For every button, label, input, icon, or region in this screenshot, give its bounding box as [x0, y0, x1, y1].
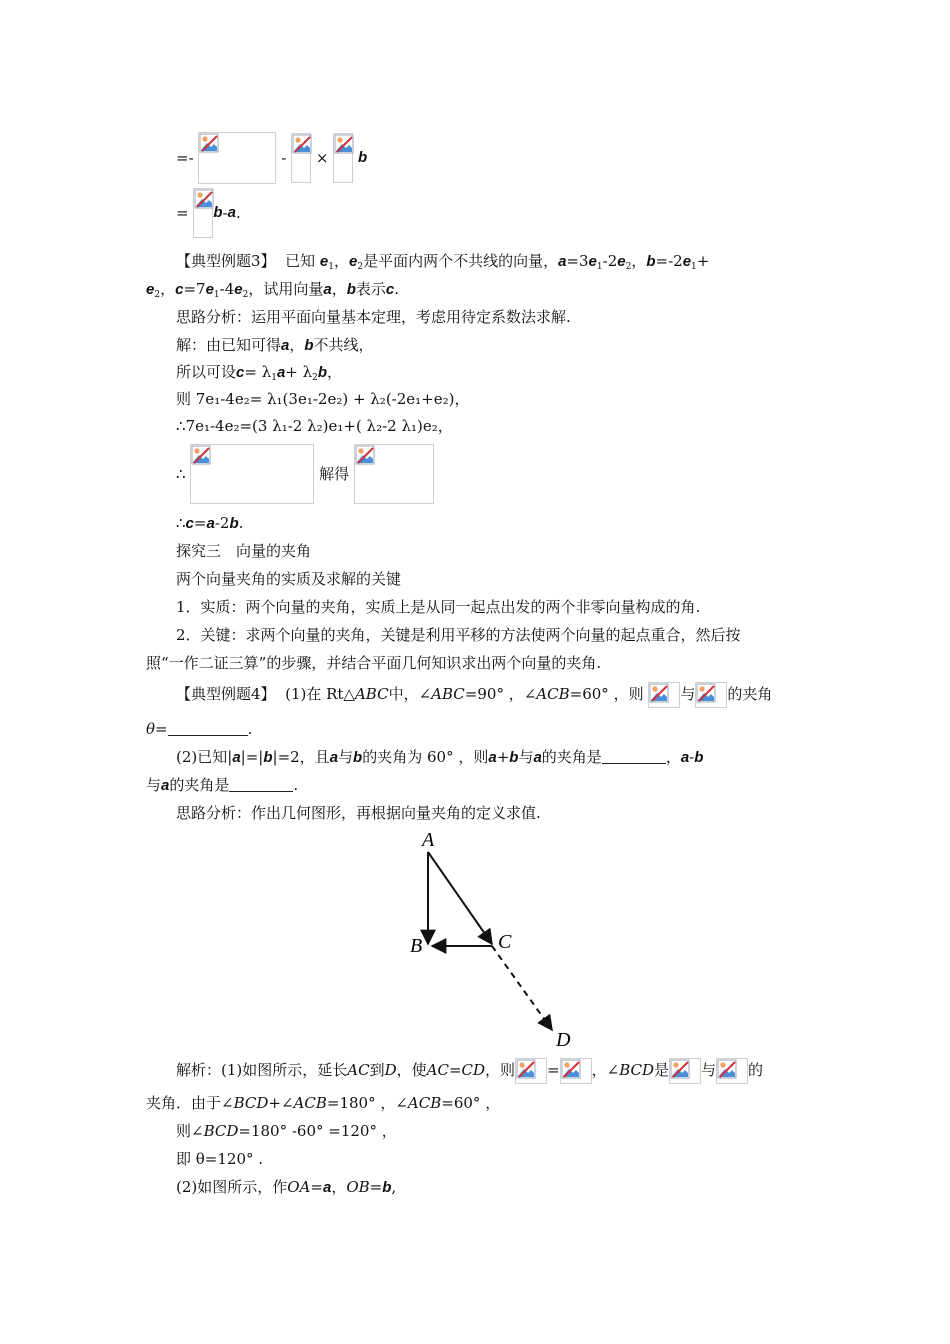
- text: +: [696, 252, 710, 270]
- image-placeholder-icon: [696, 683, 716, 703]
- text: + λ: [285, 363, 313, 381]
- solution-4-line-1: [176, 1058, 763, 1084]
- vector-b: b: [382, 1179, 392, 1196]
- image-placeholder-icon: [516, 1059, 536, 1079]
- vector-b: b: [357, 149, 368, 166]
- text: (2)如图所示，作: [176, 1178, 288, 1196]
- text: -: [689, 748, 695, 766]
- segment-ac: [428, 852, 492, 944]
- vector-a: a: [232, 749, 241, 766]
- text: =7: [183, 280, 206, 298]
- vector-a: a: [329, 749, 339, 766]
- text: +∠: [268, 1094, 294, 1112]
- text: 解得: [319, 465, 350, 483]
- text: ABC: [354, 685, 389, 703]
- vector-c: c: [175, 281, 184, 298]
- text: 的夹角是: [169, 776, 230, 794]
- answer-blank[interactable]: [168, 735, 248, 736]
- subscript: 2: [242, 290, 249, 300]
- text: ，∠: [591, 1061, 620, 1079]
- vector-e1: e: [588, 253, 597, 270]
- period: .: [235, 204, 241, 222]
- example-4-heading: 【典型例题4】: [176, 685, 276, 703]
- text: |=|: [240, 748, 264, 766]
- answer-blank[interactable]: [229, 791, 293, 792]
- text: BCD: [233, 1094, 269, 1112]
- text: 解析：(1)如图所示，延长: [176, 1061, 348, 1079]
- subscript: 1: [271, 373, 277, 383]
- text: ，: [160, 280, 176, 298]
- text: =: [448, 1061, 462, 1079]
- text: =90° ，∠: [464, 685, 537, 703]
- text: =: [193, 514, 207, 532]
- example-3-line-2: [146, 278, 399, 306]
- vector-b: b: [346, 281, 356, 298]
- text: ，: [331, 1178, 347, 1196]
- text: D: [384, 1061, 397, 1079]
- text: ,: [391, 1178, 397, 1196]
- text: OA: [287, 1178, 311, 1196]
- vector-c: c: [236, 364, 245, 381]
- text: .: [293, 776, 299, 794]
- text: 与: [338, 748, 354, 766]
- subscript: 1: [213, 290, 220, 300]
- text: 中，∠: [388, 685, 432, 703]
- solution-4-line-3: [176, 1120, 397, 1142]
- text: =60° ，: [441, 1094, 501, 1112]
- solution-4-line-2: [146, 1092, 500, 1114]
- example-4-line-2: [146, 718, 252, 740]
- vector-e2: e: [348, 253, 358, 270]
- vector-b: b: [646, 253, 656, 270]
- text: 的夹角是: [541, 748, 602, 766]
- triangle-figure: [400, 828, 590, 1052]
- image-placeholder-icon: [292, 134, 312, 154]
- vector-a: a: [276, 364, 286, 381]
- text: -2: [214, 514, 230, 532]
- vector-image: [648, 682, 680, 708]
- image-placeholder-icon: [649, 683, 669, 703]
- subscript: 2: [312, 373, 318, 383]
- vector-b: b: [304, 337, 314, 354]
- vector-b: b: [317, 364, 328, 381]
- image-placeholder-icon: [670, 1059, 690, 1079]
- text: .: [247, 720, 253, 738]
- text: ，: [333, 252, 349, 270]
- equation-line-2: [176, 188, 241, 238]
- solution-line-1: [176, 334, 374, 357]
- text: =: [310, 1178, 323, 1196]
- subscript: 1: [328, 262, 334, 272]
- text: 不共线，: [313, 336, 374, 354]
- text: 到: [369, 1061, 385, 1079]
- text: =: [547, 1061, 560, 1079]
- text: 已知: [285, 252, 316, 270]
- vector-a: a: [488, 749, 497, 766]
- example-4-analysis: 思路分析：作出几何图形，再根据向量夹角的定义求值.: [176, 804, 541, 822]
- image-placeholder-icon: [355, 445, 375, 465]
- therefore-sign: ∴: [176, 465, 186, 483]
- image-placeholder-icon: [561, 1059, 581, 1079]
- vector-b: b: [509, 749, 519, 766]
- segment-cd-dashed: [492, 946, 552, 1030]
- label-d: D: [556, 1029, 571, 1051]
- text: 的: [748, 1061, 764, 1079]
- text: =180° ，∠: [326, 1094, 408, 1112]
- text: =60° ，则: [569, 685, 644, 703]
- text: ，试用向量: [248, 280, 324, 298]
- image-placeholder-icon: [194, 189, 214, 209]
- text: =180° -60° =120° ，: [238, 1122, 397, 1140]
- text: ACB: [407, 1094, 442, 1112]
- section-paragraph-2a: 2．关键：求两个向量的夹角，关键是利用平移的方法使两个向量的起点重合，然后按: [176, 626, 741, 644]
- vector-e1: e: [682, 253, 692, 270]
- example-3-line-1: [176, 250, 709, 278]
- vector-b: b: [213, 204, 223, 221]
- solution-4-line-5: [176, 1176, 396, 1199]
- subscript: 1: [596, 262, 603, 272]
- formula-image: [198, 132, 276, 184]
- text: 则∠: [176, 1122, 204, 1140]
- formula-image: [190, 444, 314, 504]
- text: ABC: [431, 685, 465, 703]
- vector-b: b: [694, 749, 704, 766]
- vector-b: b: [353, 749, 363, 766]
- example-3-heading: 【典型例题3】: [176, 252, 276, 270]
- text: OB: [346, 1178, 370, 1196]
- vector-image: [669, 1058, 701, 1084]
- text: 表示: [355, 280, 386, 298]
- minus-sign: -: [281, 149, 287, 167]
- label-c: C: [498, 931, 512, 953]
- vector-a: a: [322, 1179, 332, 1196]
- vector-a: a: [533, 749, 542, 766]
- text: (2)已知|: [176, 748, 233, 766]
- solution-line-6: [176, 512, 243, 535]
- text: ，使: [396, 1061, 427, 1079]
- text: 是平面内两个不共线的向量，: [363, 252, 559, 270]
- text: ，: [665, 748, 681, 766]
- vector-image: [716, 1058, 748, 1084]
- text: θ=: [146, 720, 168, 738]
- subscript: 2: [625, 262, 632, 272]
- text: = λ: [244, 363, 272, 381]
- text: 与: [680, 685, 696, 703]
- section-subtitle: 两个向量夹角的实质及求解的关键: [176, 570, 402, 588]
- label-b: B: [410, 935, 423, 957]
- solution-4-line-4: 即 θ=120° .: [176, 1150, 264, 1168]
- text: BCD: [619, 1061, 655, 1079]
- text: =-2: [655, 252, 683, 270]
- solution-line-5: [176, 444, 434, 504]
- text: ，: [331, 280, 347, 298]
- text: ACB: [293, 1094, 327, 1112]
- text: 夹角．由于∠: [146, 1094, 234, 1112]
- text: ，: [289, 336, 305, 354]
- example-4-line-1: [176, 682, 772, 708]
- solution-line-2: [176, 361, 342, 389]
- text: 所以可设: [176, 363, 237, 381]
- text: =: [369, 1178, 383, 1196]
- times-sign: ×: [315, 149, 329, 167]
- text: 与: [518, 748, 534, 766]
- text: ACB: [536, 685, 570, 703]
- text: 解：由已知可得: [176, 336, 282, 354]
- text: 与: [146, 776, 162, 794]
- vector-a: a: [227, 204, 236, 221]
- solution-line-4: ∴7e₁-4e₂=(3 λ₁-2 λ₂)e₁+( λ₂-2 λ₁)e₂，: [176, 417, 453, 435]
- formula-image: [193, 188, 213, 238]
- vector-e2: e: [234, 281, 243, 298]
- text: =3: [566, 252, 589, 270]
- vector-a: a: [281, 337, 290, 354]
- text: |=2，且: [272, 748, 330, 766]
- section-title: 探究三 向量的夹角: [176, 542, 312, 560]
- image-placeholder-icon: [334, 134, 354, 154]
- vector-c: c: [185, 515, 194, 532]
- text: .: [238, 514, 244, 532]
- text: 的夹角: [727, 685, 773, 703]
- text: ∴: [176, 514, 186, 532]
- formula-image: [333, 133, 353, 183]
- subscript: 2: [357, 262, 364, 272]
- image-placeholder-icon: [199, 133, 219, 153]
- formula-image: [291, 133, 311, 183]
- image-placeholder-icon: [191, 445, 211, 465]
- solution-line-3: 则 7e₁-4e₂= λ₁(3e₁-2e₂) + λ₂(-2e₁+e₂)，: [176, 390, 470, 408]
- text: 的夹角为 60° ，则: [362, 748, 489, 766]
- vector-e1: e: [205, 281, 214, 298]
- minus-sign: -: [222, 204, 228, 222]
- text: BCD: [203, 1122, 239, 1140]
- vector-e2: e: [617, 253, 626, 270]
- section-paragraph-1: 1．实质：两个向量的夹角，实质上是从同一起点出发的两个非零向量构成的角.: [176, 598, 701, 616]
- formula-image: [354, 444, 434, 504]
- text: (1)在 Rt△: [285, 685, 355, 703]
- vector-image: [515, 1058, 547, 1084]
- equation-line-1: [176, 132, 367, 178]
- text: 是: [654, 1061, 670, 1079]
- image-placeholder-icon: [717, 1059, 737, 1079]
- text: -4: [219, 280, 235, 298]
- text: ，: [631, 252, 647, 270]
- text: AC: [426, 1061, 449, 1079]
- vector-a: a: [558, 253, 567, 270]
- text: .: [394, 280, 400, 298]
- vector-e1: e: [319, 253, 329, 270]
- subscript: 1: [691, 262, 697, 272]
- vector-image: [695, 682, 727, 708]
- subscript: 2: [154, 290, 161, 300]
- vector-a: a: [161, 777, 170, 794]
- text: CD: [461, 1061, 486, 1079]
- text: +: [496, 748, 510, 766]
- equals-sign: =: [176, 204, 189, 222]
- vector-image: [560, 1058, 592, 1084]
- vector-b: b: [229, 515, 239, 532]
- vector-a: a: [323, 281, 332, 298]
- text: 与: [701, 1061, 717, 1079]
- text: ，则: [485, 1061, 516, 1079]
- vector-b: b: [263, 749, 273, 766]
- label-a: A: [422, 829, 435, 851]
- example-4-line-4: [146, 774, 298, 797]
- text: -2: [602, 252, 618, 270]
- vector-a: a: [206, 515, 215, 532]
- vector-a: a: [680, 749, 690, 766]
- example-4-line-3: [176, 746, 703, 769]
- example-3-analysis: 思路分析：运用平面向量基本定理，考虑用待定系数法求解.: [176, 308, 571, 326]
- answer-blank[interactable]: [602, 763, 666, 764]
- vector-e2: e: [146, 281, 155, 298]
- text: ，: [327, 363, 343, 381]
- text: AC: [347, 1061, 370, 1079]
- section-paragraph-2b: 照“一作二证三算”的步骤，并结合平面几何知识求出两个向量的夹角.: [146, 654, 602, 672]
- vector-c: c: [385, 281, 395, 298]
- equals-minus: =-: [176, 149, 194, 167]
